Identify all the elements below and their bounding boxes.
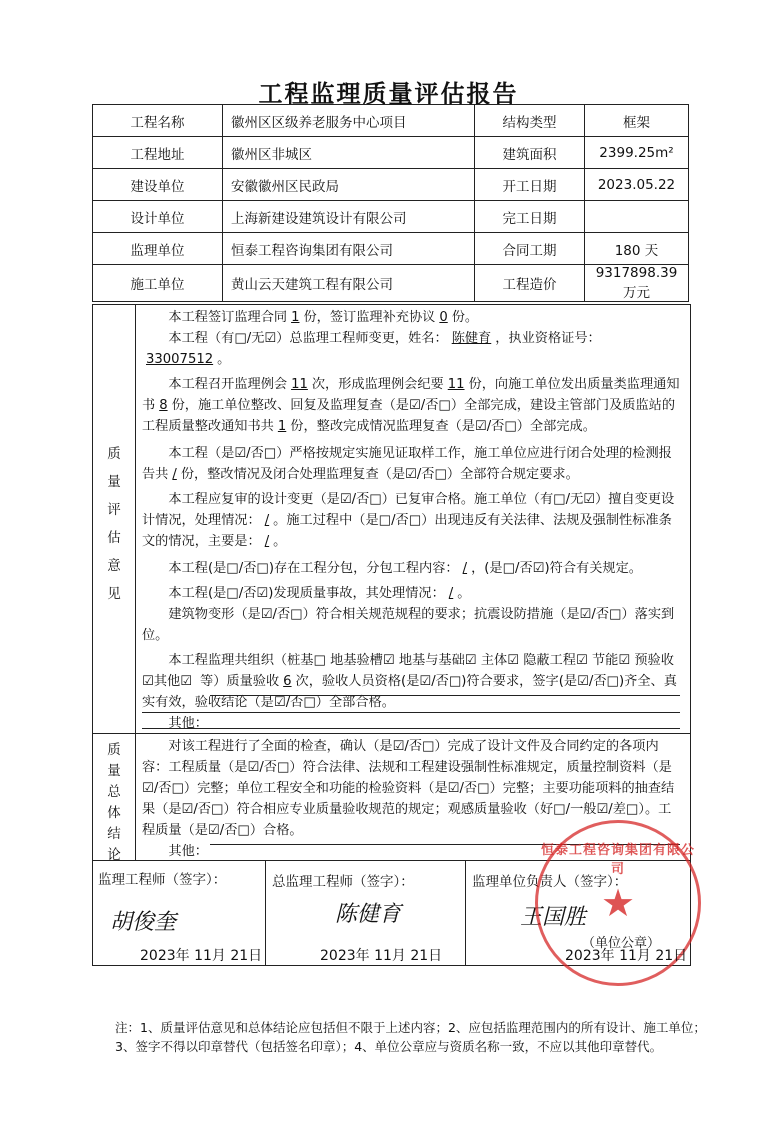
unit-seal-label: （单位公章） — [582, 936, 661, 951]
chief-date: 2023年 11月 21日 — [320, 948, 443, 964]
s1-p7c: 。 — [457, 586, 471, 601]
s1-p9a: 本工程监理共组织（桩基□ 地基验槽☑ 地基与基础☑ 主体☑ 隐蔽工程☑ 节能☑ 预验收☑其他☑ — [142, 653, 674, 689]
sig-divider-2 — [465, 860, 466, 965]
unit-signature: 王国胜 — [520, 905, 587, 930]
s1-p4b: / — [172, 467, 177, 482]
s1-p6a: 本工程(是□/否□)存在工程分包，分包工程内容： — [168, 561, 459, 576]
engineer-signature: 胡俊奎 — [110, 910, 177, 935]
s1-p7b: / — [448, 586, 454, 601]
engineer-sign-label: 监理工程师（签字）： — [98, 872, 227, 888]
end-date — [585, 201, 689, 233]
s1-p9d: 6 — [283, 674, 292, 689]
s1-p1c: 份，签订监理补充协议 — [303, 310, 436, 325]
s1-p2a: 本工程（有□/无☑）总监理工程师变更，姓名： — [168, 331, 448, 346]
other-line-2 — [142, 712, 680, 713]
s1-p9e: 次，验收人员资格(是☑/否□)符合要求，签字(是☑/否□)齐全、真实有效，验收结论（是☑/否□）全部合格。 — [142, 674, 677, 710]
table-row — [93, 233, 689, 265]
seal-star-icon: ★ — [600, 881, 636, 925]
s1-p1b: 1 — [291, 310, 300, 325]
label-cost: 工程造价 — [475, 265, 585, 302]
label-owner: 建设单位 — [93, 169, 223, 201]
s1-p6b: / — [462, 561, 468, 576]
seal-text: 恒泰工程咨询集团有限公司 — [540, 843, 695, 877]
s1-p5b: / — [264, 513, 270, 528]
label-supervisor: 监理单位 — [93, 233, 223, 265]
label-structure-type: 结构类型 — [475, 105, 585, 137]
s1-p1d: 0 — [439, 310, 448, 325]
label-contract-period: 合同工期 — [475, 233, 585, 265]
table-row — [93, 169, 689, 201]
s1-p5c: 。施工过程中（是□/否□）出现违反有关法律、法规及强制性标准条文的情况，主要是： — [142, 513, 672, 549]
label-end-date: 完工日期 — [475, 201, 585, 233]
label-address: 工程地址 — [93, 137, 223, 169]
s1-p3i: 份，整改完成情况监理复查（是☑/否□）全部完成。 — [290, 419, 596, 434]
table-row — [93, 137, 689, 169]
s1-p5a: 本工程应复审的设计变更（是☑/否□）已复审合格。施工单位（有□/无☑）擅自变更设计情况，处理情况： — [142, 492, 675, 528]
project-info-table — [92, 104, 689, 302]
page-title: 工程监理质量评估报告 — [258, 80, 519, 108]
quality-opinion-text — [142, 307, 682, 734]
label-start-date: 开工日期 — [475, 169, 585, 201]
s1-p2b: 陈健育 — [451, 331, 492, 346]
s1-p2d: 33007512 — [146, 352, 214, 367]
contract-period: 180 天 — [585, 233, 689, 265]
s1-p3c: 次，形成监理例会纪要 — [311, 377, 444, 392]
s1-p4a: 本工程（是☑/否□）严格按规定实施见证取样工作，施工单位应进行闭合处理的检测报告共 — [142, 446, 672, 482]
label-project-name: 工程名称 — [93, 105, 223, 137]
s1-p3b: 11 — [291, 377, 308, 392]
other-line-3 — [142, 728, 680, 729]
section1-label-text: 质量评估意见 — [107, 446, 121, 602]
start-date: 2023.05.22 — [585, 169, 689, 201]
chief-sign-label: 总监理工程师（签字）： — [272, 874, 414, 890]
supervisor: 恒泰工程咨询集团有限公司 — [223, 233, 475, 265]
s1-p3h: 1 — [277, 419, 287, 434]
s1-other-label: 其他： — [168, 716, 208, 731]
footnote: 注：1、质量评估意见和总体结论应包括但不限于上述内容；2、应包括监理范围内的所有设计、施工单位；3、签字不得以印章替代（包括签名印章）；4、单位公章应与资质名称一致，不应以其他印章替代。 — [115, 1020, 706, 1054]
s1-p2c: ，执业资格证号： — [495, 331, 601, 346]
label-area: 建筑面积 — [475, 137, 585, 169]
table-row — [93, 105, 689, 137]
s1-p1a: 本工程签订监理合同 — [168, 310, 288, 325]
label-contractor: 施工单位 — [93, 265, 223, 302]
s1-p5e: 。 — [273, 534, 287, 549]
s2-other-label: 其他： — [168, 844, 208, 859]
engineer-date: 2023年 11月 21日 — [140, 948, 263, 964]
s1-p7a: 本工程(是□/否☑)发现质量事故，其处理情况： — [168, 586, 445, 601]
owner: 安徽徽州区民政局 — [223, 169, 475, 201]
table-row — [93, 201, 689, 233]
s1-p9b — [192, 674, 200, 689]
s1-p3e: 份，向施工单位发出质量类监理通知书 — [142, 377, 680, 413]
section1-label — [100, 440, 128, 608]
s1-p6c: ，(是□/否☑)符合有关规定。 — [471, 561, 642, 576]
sig-divider-1 — [265, 860, 266, 965]
contractor: 黄山云天建筑工程有限公司 — [223, 265, 475, 302]
s1-p3f: 8 — [159, 398, 168, 413]
s1-p1e: 份。 — [451, 310, 479, 325]
other-line-1 — [210, 695, 680, 696]
s1-p5d: / — [264, 534, 270, 549]
unit-date: 2023年 11月 21日 — [565, 948, 688, 964]
s1-p9c: 等）质量验收 — [200, 674, 280, 689]
designer: 上海新建设建筑设计有限公司 — [223, 201, 475, 233]
s2-text: 对该工程进行了全面的检查，确认（是☑/否□）完成了设计文件及合同约定的各项内容：工程质量（是☑/否□）符合法律、法规和工程建设强制性标准规定，质量控制资料（是☑/否□）完整；单位工程安全和功能的检验资料（是☑/否□）完整；主要功能项料的抽查结果（是☑/否□）符合相应专业质量验收规范的规定；观感质量验收（好□/一般☑/差□）。工程质量（是☑/否□）合格。 — [142, 739, 675, 838]
s1-p3a: 本工程召开监理例会 — [168, 377, 288, 392]
cost: 9317898.39 万元 — [585, 265, 689, 302]
unit-sign-label: 监理单位负责人（签字）： — [472, 874, 628, 890]
s1-p3d: 11 — [447, 377, 465, 392]
s1-p3g: 份，施工单位整改、回复及监理复查（是☑/否□）全部完成，建设主管部门及质监站的工程质量整改通知书共 — [142, 398, 676, 434]
address: 徽州区非城区 — [223, 137, 475, 169]
section2-label — [100, 740, 128, 869]
s1-p4c: 份，整改情况及闭合处理监理复查（是☑/否□）全部符合规定要求。 — [180, 467, 579, 482]
label-designer: 设计单位 — [93, 201, 223, 233]
s1-p8: 建筑物变形（是☑/否□）符合相关规范规程的要求；抗震设防措施（是☑/否□）落实到位。 — [142, 607, 675, 643]
section2-label-text: 质量总体结论 — [107, 742, 121, 863]
area: 2399.25m² — [585, 137, 689, 169]
structure-type: 框架 — [585, 105, 689, 137]
table-row — [93, 265, 689, 302]
chief-signature: 陈健育 — [335, 902, 402, 927]
s1-p2e: 。 — [217, 352, 231, 367]
project-name: 徽州区区级养老服务中心项目 — [223, 105, 475, 137]
